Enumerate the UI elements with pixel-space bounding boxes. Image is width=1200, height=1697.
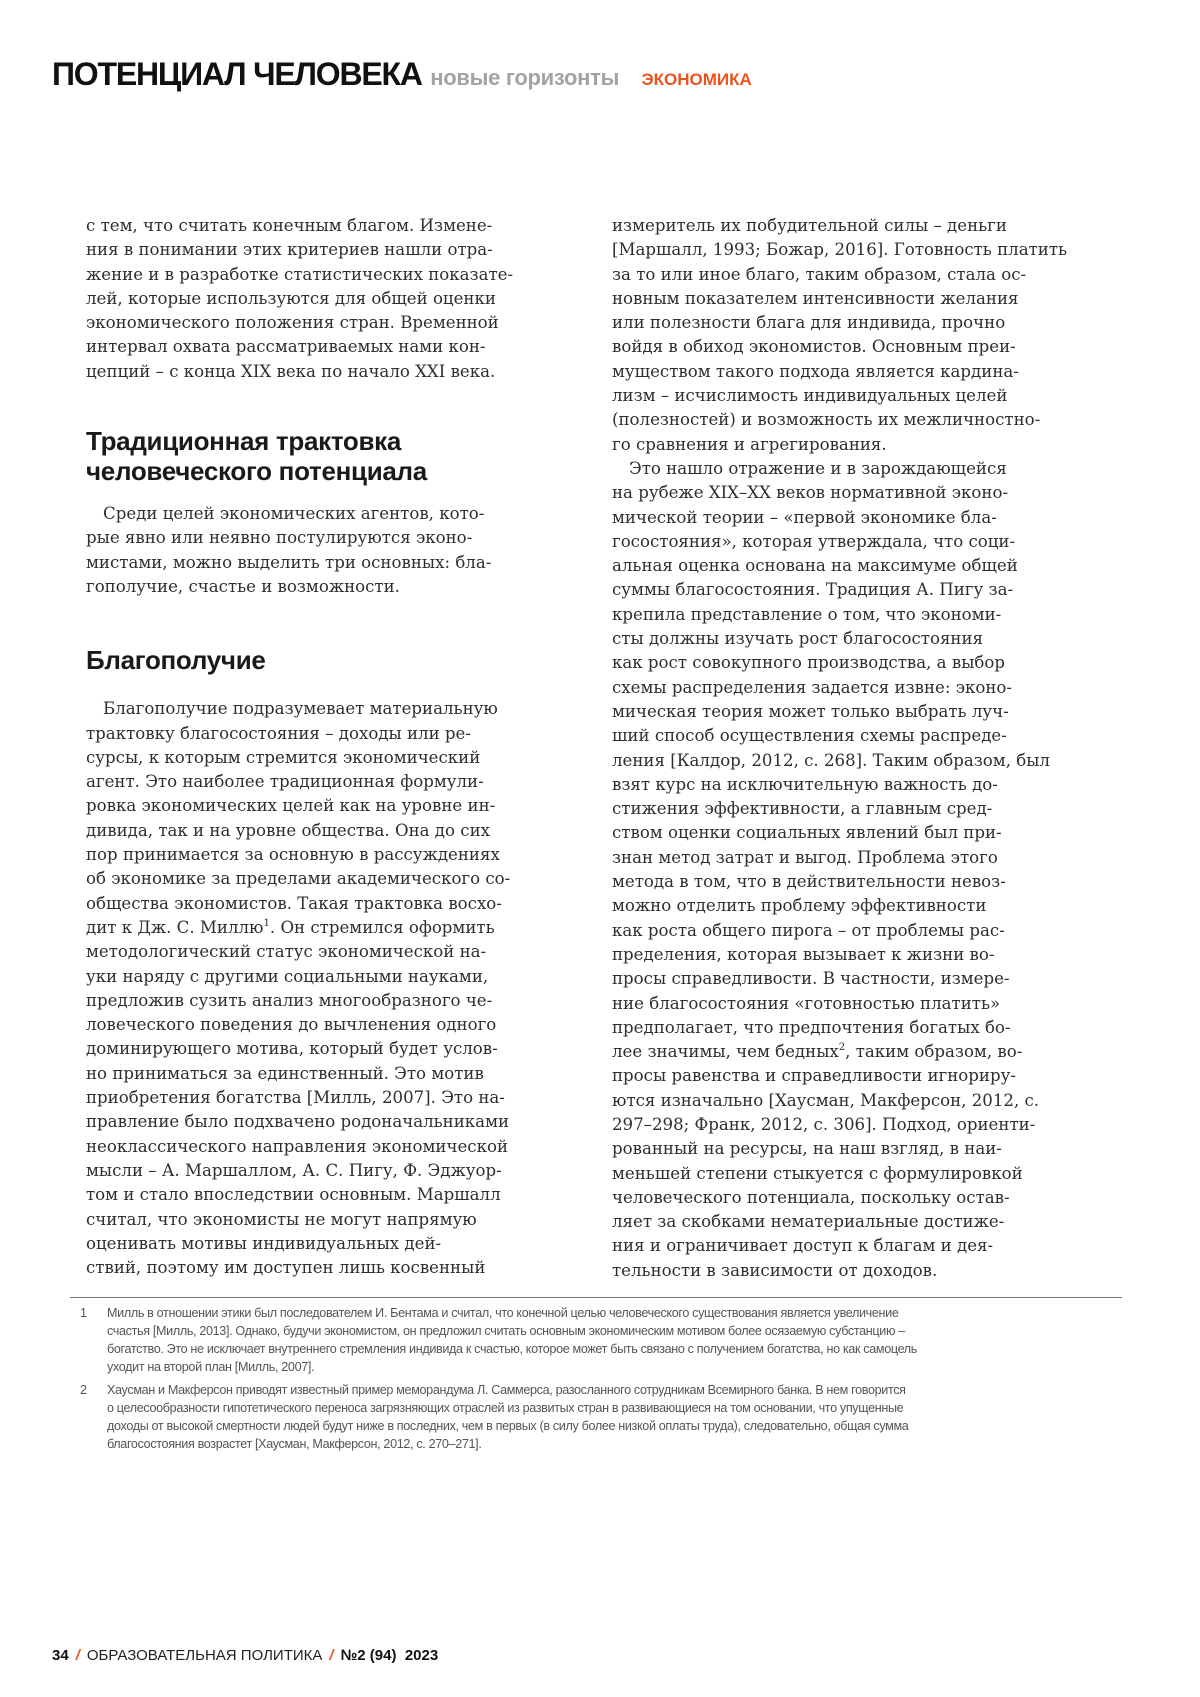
text-line: мистами, можно выделить три основных: бла- [86,551,606,575]
text-line: взят курс на исключительную важность до- [612,773,1132,797]
issue-year: 2023 [405,1647,438,1664]
section-heading-traditional [86,426,606,486]
text-line: но приниматься за единственный. Это мотив [86,1062,606,1086]
text-line: ние благосостояния «готовностью платить» [612,992,1132,1016]
text-fragment: . Он стремился оформить [270,918,495,937]
text-line: уки наряду с другими социальными науками, [86,965,606,989]
text-line: ровка экономических целей как на уровне ин- [86,794,606,818]
text-line: можно отделить проблему эффективности [612,894,1132,918]
text-line: доминирующего мотива, который будет услов- [86,1037,606,1061]
text-line: счастья [Милль, 2013]. Однако, будучи экономистом, он предложил считать основным экономическим мотивом более осязаемую субстанцию – [107,1322,1130,1340]
text-line: 297–298; Франк, 2012, с. 306]. Подход, ориенти- [612,1113,1132,1137]
text-line: богатство. Это не исключает внутреннего стремления индивида к счастью, которое может быть связано с получением богатства, но как самоцель [107,1340,1130,1358]
paragraph-goals [86,502,606,599]
text-line: предложив сузить анализ многообразного че- [86,989,606,1013]
text-line: предполагает, что предпочтения богатых бо- [612,1016,1132,1040]
text-line: интервал охвата рассматриваемых нами кон- [86,335,606,359]
text-line: просы справедливости. В частности, измере- [612,967,1132,991]
text-line: Хаусман и Макферсон приводят известный пример меморандума Л. Саммерса, разосланного сотрудникам Всемирного банка. В нем говорится [107,1381,1130,1399]
text-line: считал, что экономисты не могут напрямую [86,1208,606,1232]
text-line: ляет за скобками нематериальные достиже- [612,1210,1132,1234]
text-line: (полезностей) и возможность их межличностно- [612,408,1132,432]
text-line: альная оценка основана на максимуме общей [612,554,1132,578]
text-fragment: лее значимы, чем бедных [612,1042,839,1061]
page-number: 34 [52,1647,69,1664]
journal-name: ОБРАЗОВАТЕЛЬНАЯ ПОЛИТИКА [87,1647,323,1664]
text-line: том и стало впоследствии основным. Маршалл [86,1183,606,1207]
text-line: сты должны изучать рост благосостояния [612,627,1132,651]
text-line: гополучие, счастье и возможности. [86,575,606,599]
footnote-reference[interactable]: 2 [839,1042,845,1053]
footnote-divider [70,1297,1122,1298]
text-line: ния и ограничивает доступ к благам и дея- [612,1234,1132,1258]
text-line: ловеческого поведения до вычленения одного [86,1013,606,1037]
footnote-number: 2 [80,1381,87,1399]
header-subtitle: новые горизонты [430,65,619,90]
text-line: метода в том, что в действительности невоз- [612,870,1132,894]
text-fragment: дит к Дж. С. Миллю [86,918,264,937]
right-column [612,214,1132,1283]
text-line: приобретения богатства [Милль, 2007]. Это на- [86,1086,606,1110]
header-title: ПОТЕНЦИАЛ ЧЕЛОВЕКА [52,56,422,92]
text-line: ством оценки социальных явлений был при- [612,821,1132,845]
text-line: меньшей степени стыкуется с формулировкой [612,1162,1132,1186]
text-line: на рубеже XIX–XX веков нормативной эконо- [612,481,1132,505]
text-line: мической теории – «первой экономике бла- [612,506,1132,530]
footnote-2 [80,1381,1130,1453]
running-header [52,56,752,93]
text-line: пор принимается за основную в рассуждениях [86,843,606,867]
text-line: неоклассического направления экономической [86,1135,606,1159]
text-line: ший способ осуществления схемы распреде- [612,724,1132,748]
paragraph-wellbeing [86,697,606,1280]
text-line: знан метод затрат и выгод. Проблема этого [612,846,1132,870]
left-column [86,214,606,1280]
footnote-reference[interactable]: 1 [264,918,270,929]
text-line [86,916,606,940]
text-line: с тем, что считать конечным благом. Измене- [86,214,606,238]
text-line: дивида, так и на уровне общества. Она до сих [86,819,606,843]
text-line: за то или иное благо, таким образом, стала ос- [612,263,1132,287]
slash-separator: / [76,1647,80,1664]
text-line: [Маршалл, 1993; Божар, 2016]. Готовность платить [612,238,1132,262]
text-line: мысли – А. Маршаллом, А. С. Пигу, Ф. Эджуор- [86,1159,606,1183]
text-line: уходит на второй план [Милль, 2007]. [107,1358,1130,1376]
text-line: об экономике за пределами академического со- [86,867,606,891]
text-line: крепила представление о том, что экономи- [612,603,1132,627]
footnote-number: 1 [80,1304,87,1322]
text-line: жение и в разработке статистических показате- [86,263,606,287]
text-line: общества экономистов. Такая трактовка восхо- [86,892,606,916]
text-line: методологический статус экономической на- [86,940,606,964]
text-line: рые явно или неявно постулируются эконо- [86,526,606,550]
text-line [612,1040,1132,1064]
text-line: человеческого потенциала, поскольку остав- [612,1186,1132,1210]
text-fragment: , таким образом, во- [845,1042,1022,1061]
footnote-text [107,1381,1130,1453]
issue-number: №2 (94) [341,1647,397,1664]
text-line: трактовку благосостояния – доходы или ре- [86,722,606,746]
text-line: просы равенства и справедливости игнориру- [612,1064,1132,1088]
text-line: ления [Калдор, 2012, с. 268]. Таким образом, был [612,749,1132,773]
text-line: оценивать мотивы индивидуальных дей- [86,1232,606,1256]
text-line: благосостояния возрастет [Хаусман, Макферсон, 2012, с. 270–271]. [107,1435,1130,1453]
text-line: сурсы, к которым стремится экономический [86,746,606,770]
text-line: тельности в зависимости от доходов. [612,1259,1132,1283]
text-line: агент. Это наиболее традиционная формули- [86,770,606,794]
text-line: ются изначально [Хаусман, Макферсон, 2012, с. [612,1089,1132,1113]
text-line: экономического положения стран. Временной [86,311,606,335]
text-line: ния в понимании этих критериев нашли отра- [86,238,606,262]
text-line: Милль в отношении этики был последователем И. Бентама и считал, что конечной целью человеческого существования является увеличение [107,1304,1130,1322]
text-line: новным показателем интенсивности желания [612,287,1132,311]
text-line: о целесообразности гипотетического переноса загрязняющих отраслей из развитых стран в развивающиеся на том основании, что упущенные [107,1399,1130,1417]
text-line: суммы благосостояния. Традиция А. Пигу за- [612,578,1132,602]
paragraph-welfare-economics [612,457,1132,1283]
text-line: лизм – исчислимость индивидуальных целей [612,384,1132,408]
heading-line: Традиционная трактовка [86,426,606,456]
text-line: войдя в обиход экономистов. Основным преи- [612,335,1132,359]
section-heading-wellbeing: Благополучие [86,645,606,675]
text-line: схемы распределения задается извне: эконо- [612,676,1132,700]
text-line: го сравнения и агрегирования. [612,433,1132,457]
text-line: Благополучие подразумевает материальную [86,697,606,721]
text-line: доходы от высокой смертности людей будут ниже в последних, чем в первых (в силу более низкой оплаты труда), следовательно, общая сумма [107,1417,1130,1435]
text-line: как рост совокупного производства, а выбор [612,651,1132,675]
text-line: или полезности блага для индивида, прочно [612,311,1132,335]
footnote-text [107,1304,1130,1376]
footnote-1 [80,1304,1130,1376]
text-line: лей, которые используются для общей оценки [86,287,606,311]
text-line: стижения эффективности, а главным сред- [612,797,1132,821]
text-line: правление было подхвачено родоначальниками [86,1110,606,1134]
paragraph-intro [86,214,606,384]
text-line: цепций – с конца XIX века по начало XXI века. [86,360,606,384]
paragraph-continued [612,214,1132,457]
text-line: пределения, которая вызывает к жизни во- [612,943,1132,967]
slash-separator: / [329,1647,333,1664]
text-line: как роста общего пирога – от проблемы рас- [612,919,1132,943]
text-line: госостояния», которая утверждала, что соци- [612,530,1132,554]
text-line: Это нашло отражение и в зарождающейся [612,457,1132,481]
text-line: ствий, поэтому им доступен лишь косвенный [86,1256,606,1280]
header-section: ЭКОНОМИКА [642,70,752,89]
text-line: рованный на ресурсы, на наш взгляд, в наи- [612,1137,1132,1161]
text-line: мическая теория может только выбрать луч- [612,700,1132,724]
text-line: муществом такого подхода является кардина- [612,360,1132,384]
heading-line: человеческого потенциала [86,456,606,486]
text-line: Среди целей экономических агентов, кото- [86,502,606,526]
text-line: измеритель их побудительной силы – деньги [612,214,1132,238]
page-footer [52,1647,438,1664]
